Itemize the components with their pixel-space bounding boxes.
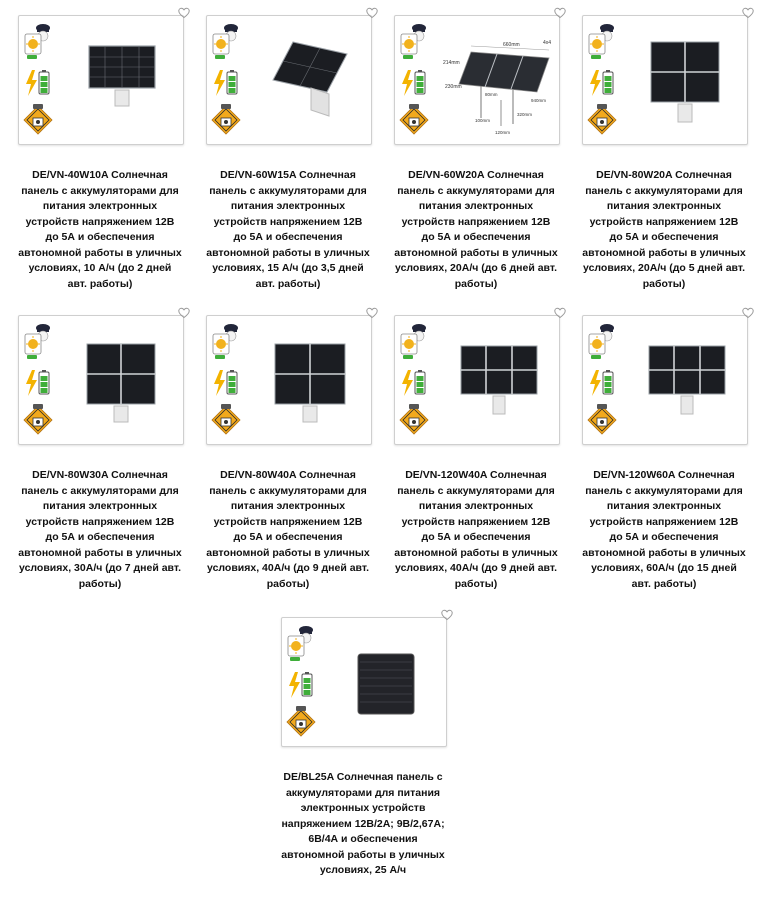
product-card[interactable] xyxy=(206,15,376,290)
product-image[interactable] xyxy=(394,315,560,445)
feature-icons xyxy=(587,320,617,438)
favorite-heart-icon[interactable] xyxy=(178,307,190,319)
solar-panel-image xyxy=(273,342,347,424)
dimension-label: 230mm xyxy=(445,84,462,90)
feature-icons xyxy=(286,622,316,740)
dimension-label: 660mm xyxy=(503,42,520,48)
product-title[interactable]: DE/VN-40W10A Солнечная панель с аккумуляторами для питания электронных устройств напряжением 12В до 5А и обеспечения автономной работы в уличных условиях, 10 А/ч (до 2 дней авт. работы) xyxy=(18,169,182,290)
favorite-heart-icon[interactable] xyxy=(554,307,566,319)
solar-panel-image xyxy=(459,344,539,416)
feature-icons xyxy=(211,20,241,138)
product-title[interactable]: DE/VN-120W60A Солнечная панель с аккумуляторами для питания электронных устройств напряжением 12В до 5А и обеспечения автономной работы в уличных условиях, 60А/ч (до 15 дней авт. работы) xyxy=(582,469,746,590)
dimension-label: 120mm xyxy=(495,130,511,135)
feature-icons xyxy=(587,20,617,138)
product-card[interactable] xyxy=(394,315,564,590)
favorite-heart-icon[interactable] xyxy=(366,307,378,319)
product-image[interactable] xyxy=(206,15,372,145)
dimension-label: 320mm xyxy=(517,112,533,117)
feature-icons xyxy=(211,320,241,438)
dimension-label: 100mm xyxy=(475,118,491,123)
product-image[interactable] xyxy=(18,15,184,145)
solar-panel-image xyxy=(647,344,727,416)
product-title[interactable]: DE/VN-80W20A Солнечная панель с аккумуляторами для питания электронных устройств напряжением 12В до 5А и обеспечения автономной работы в уличных условиях, 20А/ч (до 5 дней авт. работы) xyxy=(582,169,746,290)
favorite-heart-icon[interactable] xyxy=(554,7,566,19)
dimension-label: 214mm xyxy=(443,60,460,66)
favorite-heart-icon[interactable] xyxy=(366,7,378,19)
dimension-label: 80mm xyxy=(485,92,498,97)
product-title[interactable]: DE/VN-120W40A Солнечная панель с аккумуляторами для питания электронных устройств напряжением 12В до 5А и обеспечения автономной работы в уличных условиях, 40А/ч (до 9 дней авт. работы) xyxy=(394,469,558,590)
product-card[interactable] xyxy=(281,617,451,876)
solar-panel-image xyxy=(85,342,157,424)
feature-icons xyxy=(399,320,429,438)
product-card[interactable] xyxy=(18,315,188,590)
feature-icons xyxy=(23,20,53,138)
product-title[interactable]: DE/VN-60W15A Солнечная панель с аккумуляторами для питания электронных устройств напряжением 12В до 5А и обеспечения автономной работы в уличных условиях, 15 А/ч (до 3,5 дней авт. работы) xyxy=(206,169,370,290)
product-card[interactable] xyxy=(18,15,188,290)
product-title[interactable]: DE/VN-60W20A Солнечная панель с аккумуляторами для питания электронных устройств напряжением 12В до 5А и обеспечения автономной работы в уличных условиях, 20А/ч (до 6 дней авт. работы) xyxy=(394,169,558,290)
solar-panel-image xyxy=(87,44,157,119)
product-card[interactable] xyxy=(394,15,564,290)
product-title[interactable]: DE/BL25A Солнечная панель с аккумуляторами для питания электронных устройств напряжением 12В/2А; 9В/2,67А; 6В/4А и обеспечения автономной работы в уличных условиях, 25 А/ч xyxy=(281,771,445,876)
product-image[interactable] xyxy=(394,15,560,145)
favorite-heart-icon[interactable] xyxy=(178,7,190,19)
product-card[interactable] xyxy=(582,15,752,290)
favorite-heart-icon[interactable] xyxy=(742,307,754,319)
product-title[interactable]: DE/VN-80W40A Солнечная панель с аккумуляторами для питания электронных устройств напряжением 12В до 5А и обеспечения автономной работы в уличных условиях, 40А/ч (до 9 дней авт. работы) xyxy=(206,469,370,590)
dimension-label: 4x4 xyxy=(543,40,552,46)
solar-panel-image xyxy=(271,40,351,120)
product-image[interactable] xyxy=(206,315,372,445)
feature-icons xyxy=(399,20,429,138)
product-card[interactable] xyxy=(582,315,752,590)
product-image[interactable] xyxy=(281,617,447,747)
product-image[interactable] xyxy=(582,15,748,145)
product-image[interactable] xyxy=(18,315,184,445)
feature-icons xyxy=(23,320,53,438)
product-image[interactable] xyxy=(582,315,748,445)
dimension-label: 940mm xyxy=(531,98,547,103)
solar-panel-diagram xyxy=(441,38,555,138)
product-card[interactable] xyxy=(206,315,376,590)
solar-panel-image xyxy=(649,40,721,124)
solar-panel-image xyxy=(356,652,416,716)
product-title[interactable]: DE/VN-80W30A Солнечная панель с аккумуляторами для питания электронных устройств напряжением 12В до 5А и обеспечения автономной работы в уличных условиях, 30А/ч (до 7 дней авт. работы) xyxy=(18,469,182,590)
favorite-heart-icon[interactable] xyxy=(742,7,754,19)
favorite-heart-icon[interactable] xyxy=(441,609,453,621)
